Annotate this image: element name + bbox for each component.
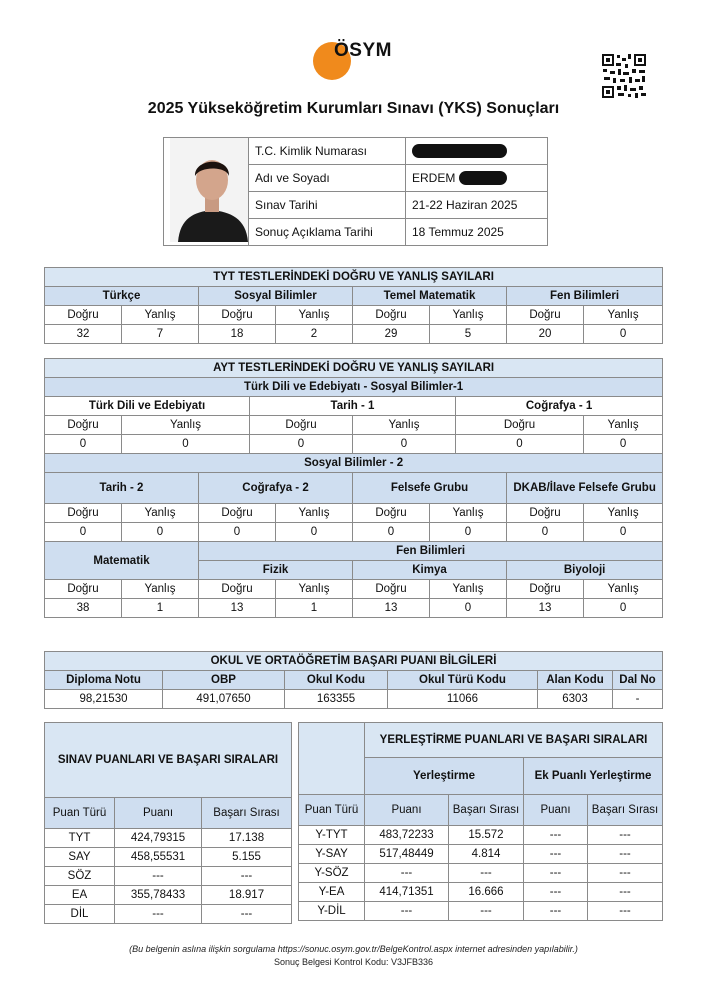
- ayt-subject: Biyoloji: [507, 561, 663, 580]
- sinav-cell: 18.917: [202, 886, 292, 905]
- yerlestirme-puanlari-table: [298, 722, 663, 921]
- ayt-value: 0: [584, 435, 663, 454]
- yerlestirme-cell: ---: [588, 864, 663, 883]
- yanlis-label: Yanlış: [122, 504, 199, 523]
- yanlis-label: Yanlış: [122, 580, 199, 599]
- dogru-label: Doğru: [199, 580, 276, 599]
- okul-value: 11066: [388, 690, 538, 709]
- ayt-matematik-title: Matematik: [45, 542, 199, 580]
- yerlestirme-cell: ---: [588, 883, 663, 902]
- sinav-cell: SÖZ: [45, 867, 115, 886]
- ayt-subject: Kimya: [353, 561, 507, 580]
- info-value-name: ERDEM: [412, 170, 456, 185]
- candidate-photo: [164, 138, 249, 246]
- dogru-label: Doğru: [199, 504, 276, 523]
- yerlestirme-sub2: Ek Puanlı Yerleştirme: [524, 758, 663, 795]
- sinav-cell: EA: [45, 886, 115, 905]
- sinav-header: Puanı: [115, 798, 202, 829]
- yanlis-label: Yanlış: [276, 580, 353, 599]
- okul-value: 491,07650: [163, 690, 285, 709]
- ayt-subject: Tarih - 2: [45, 473, 199, 504]
- ayt-value: 0: [353, 523, 430, 542]
- sinav-cell: 5.155: [202, 848, 292, 867]
- sinav-cell: 17.138: [202, 829, 292, 848]
- ayt-fen-title: Fen Bilimleri: [199, 542, 663, 561]
- okul-table: [44, 651, 663, 709]
- sinav-cell: ---: [115, 867, 202, 886]
- yerlestirme-cell: 483,72233: [365, 826, 449, 845]
- ayt-value: 0: [199, 523, 276, 542]
- yerlestirme-cell: ---: [524, 864, 588, 883]
- okul-header: OBP: [163, 671, 285, 690]
- ayt-value: 13: [507, 599, 584, 618]
- yerlestirme-cell: Y-SAY: [299, 845, 365, 864]
- info-value-tc: [406, 138, 548, 165]
- yerlestirme-cell: Y-TYT: [299, 826, 365, 845]
- ayt-subject: DKAB/İlave Felsefe Grubu: [507, 473, 663, 504]
- footer-control-code: Sonuç Belgesi Kontrol Kodu: V3JFB336: [273, 957, 434, 967]
- yanlis-label: Yanlış: [353, 416, 456, 435]
- tyt-value: 2: [276, 325, 353, 344]
- yerlestirme-cell: 414,71351: [365, 883, 449, 902]
- sinav-cell: ---: [115, 905, 202, 924]
- ayt-value: 0: [430, 599, 507, 618]
- sinav-puanlari-table: [44, 722, 292, 924]
- okul-header: Okul Kodu: [285, 671, 388, 690]
- yanlis-label: Yanlış: [430, 580, 507, 599]
- tyt-value: 18: [199, 325, 276, 344]
- info-value-date: 21-22 Haziran 2025: [406, 192, 548, 219]
- page-title: 2025 Yükseköğretim Kurumları Sınavı (YKS) Sonuçları: [147, 100, 560, 117]
- yerlestirme-cell: Y-EA: [299, 883, 365, 902]
- dogru-label: Doğru: [45, 504, 122, 523]
- ayt-subject: Felsefe Grubu: [353, 473, 507, 504]
- ayt-table: [44, 358, 663, 618]
- yerlestirme-cell: ---: [449, 902, 524, 921]
- okul-value: 163355: [285, 690, 388, 709]
- sinav-cell: 458,55531: [115, 848, 202, 867]
- yerlestirme-cell: 517,48449: [365, 845, 449, 864]
- ayt-subject: Coğrafya - 2: [199, 473, 353, 504]
- dogru-label: Doğru: [507, 504, 584, 523]
- sinav-cell: DİL: [45, 905, 115, 924]
- yanlis-label: Yanlış: [584, 504, 663, 523]
- tyt-table: [44, 267, 663, 344]
- yerlestirme-cell: ---: [524, 883, 588, 902]
- ayt-value: 13: [199, 599, 276, 618]
- okul-header: Dal No: [613, 671, 663, 690]
- sinav-cell: ---: [202, 867, 292, 886]
- dogru-label: Doğru: [199, 306, 276, 325]
- okul-header: Okul Türü Kodu: [388, 671, 538, 690]
- yerlestirme-cell: ---: [449, 864, 524, 883]
- ayt-value: 0: [45, 523, 122, 542]
- dogru-label: Doğru: [507, 306, 584, 325]
- ayt-value: 0: [45, 435, 122, 454]
- ayt-value: 0: [276, 523, 353, 542]
- yerlestirme-title: YERLEŞTİRME PUANLARI VE BAŞARI SIRALARI: [365, 723, 663, 758]
- yerlestirme-cell: 16.666: [449, 883, 524, 902]
- yanlis-label: Yanlış: [430, 306, 507, 325]
- yerlestirme-header: Başarı Sırası: [449, 795, 524, 826]
- sinav-cell: ---: [202, 905, 292, 924]
- tyt-value: 7: [122, 325, 199, 344]
- tyt-title: TYT TESTLERİNDEKİ DOĞRU VE YANLIŞ SAYILARI: [45, 268, 663, 287]
- ayt-value: 13: [353, 599, 430, 618]
- dogru-label: Doğru: [45, 306, 122, 325]
- info-label-date: Sınav Tarihi: [249, 192, 406, 219]
- dogru-label: Doğru: [507, 580, 584, 599]
- yerlestirme-header: Puanı: [365, 795, 449, 826]
- yerlestirme-cell: ---: [524, 845, 588, 864]
- yerlestirme-header: Puan Türü: [299, 795, 365, 826]
- yanlis-label: Yanlış: [122, 306, 199, 325]
- yerlestirme-blank-cell: [299, 723, 365, 795]
- footer-verification-note: (Bu belgenin aslına ilişkin sorgulama https://sonuc.osym.gov.tr/BelgeKontrol.aspx internet adresinden yapılabilir.): [129, 944, 578, 954]
- yanlis-label: Yanlış: [584, 416, 663, 435]
- sinav-cell: 355,78433: [115, 886, 202, 905]
- ayt-title: AYT TESTLERİNDEKİ DOĞRU VE YANLIŞ SAYILARI: [45, 359, 663, 378]
- ayt-subject: Tarih - 1: [250, 397, 456, 416]
- yerlestirme-header: Başarı Sırası: [588, 795, 663, 826]
- yanlis-label: Yanlış: [584, 580, 663, 599]
- ayt-value: 1: [276, 599, 353, 618]
- yerlestirme-sub1: Yerleştirme: [365, 758, 524, 795]
- yerlestirme-cell: ---: [588, 826, 663, 845]
- ayt-value: 0: [122, 523, 199, 542]
- ayt-value: 0: [584, 599, 663, 618]
- dogru-label: Doğru: [353, 580, 430, 599]
- info-label-tc: T.C. Kimlik Numarası: [249, 138, 406, 165]
- info-value-result-date: 18 Temmuz 2025: [406, 219, 548, 246]
- sinav-header: Başarı Sırası: [202, 798, 292, 829]
- dogru-label: Doğru: [45, 416, 122, 435]
- ayt-group2-title: Sosyal Bilimler - 2: [45, 454, 663, 473]
- yerlestirme-cell: ---: [524, 826, 588, 845]
- tyt-subject: Sosyal Bilimler: [199, 287, 353, 306]
- person-photo-icon: [170, 138, 249, 242]
- ayt-subject: Fizik: [199, 561, 353, 580]
- ayt-value: 0: [122, 435, 250, 454]
- dogru-label: Doğru: [456, 416, 584, 435]
- okul-header: Alan Kodu: [538, 671, 613, 690]
- ayt-value: 0: [430, 523, 507, 542]
- okul-header: Diploma Notu: [45, 671, 163, 690]
- yerlestirme-cell: 15.572: [449, 826, 524, 845]
- dogru-label: Doğru: [45, 580, 122, 599]
- yerlestirme-cell: ---: [365, 864, 449, 883]
- info-value-name-cell: [406, 165, 548, 192]
- redaction-mark: [412, 144, 507, 158]
- yerlestirme-cell: Y-SÖZ: [299, 864, 365, 883]
- tyt-subject: Türkçe: [45, 287, 199, 306]
- ayt-subject: Türk Dili ve Edebiyatı: [45, 397, 250, 416]
- osym-logo-text: ÖSYM: [334, 40, 392, 61]
- okul-value: 6303: [538, 690, 613, 709]
- info-label-result-date: Sonuç Açıklama Tarihi: [249, 219, 406, 246]
- sinav-cell: TYT: [45, 829, 115, 848]
- yerlestirme-cell: Y-DİL: [299, 902, 365, 921]
- yanlis-label: Yanlış: [430, 504, 507, 523]
- tyt-subject: Temel Matematik: [353, 287, 507, 306]
- dogru-label: Doğru: [353, 306, 430, 325]
- tyt-value: 5: [430, 325, 507, 344]
- sinav-title: SINAV PUANLARI VE BAŞARI SIRALARI: [45, 723, 292, 798]
- info-label-name: Adı ve Soyadı: [249, 165, 406, 192]
- ayt-value: 0: [507, 523, 584, 542]
- yanlis-label: Yanlış: [276, 306, 353, 325]
- okul-value: -: [613, 690, 663, 709]
- yerlestirme-cell: ---: [588, 845, 663, 864]
- tyt-value: 32: [45, 325, 122, 344]
- ayt-group1-title: Türk Dili ve Edebiyatı - Sosyal Bilimler-1: [45, 378, 663, 397]
- ayt-subject: Coğrafya - 1: [456, 397, 663, 416]
- sinav-cell: 424,79315: [115, 829, 202, 848]
- ayt-value: 0: [250, 435, 353, 454]
- ayt-value: 0: [456, 435, 584, 454]
- dogru-label: Doğru: [250, 416, 353, 435]
- tyt-value: 20: [507, 325, 584, 344]
- tyt-value: 0: [584, 325, 663, 344]
- tyt-value: 29: [353, 325, 430, 344]
- yanlis-label: Yanlış: [584, 306, 663, 325]
- okul-value: 98,21530: [45, 690, 163, 709]
- ayt-value: 0: [584, 523, 663, 542]
- ayt-value: 0: [353, 435, 456, 454]
- tyt-subject: Fen Bilimleri: [507, 287, 663, 306]
- qr-code-icon: [601, 53, 647, 99]
- okul-title: OKUL VE ORTAÖĞRETİM BAŞARI PUANI BİLGİLERİ: [45, 652, 663, 671]
- candidate-info-table: [163, 137, 548, 246]
- sinav-header: Puan Türü: [45, 798, 115, 829]
- yanlis-label: Yanlış: [276, 504, 353, 523]
- yerlestirme-header: Puanı: [524, 795, 588, 826]
- yerlestirme-cell: ---: [524, 902, 588, 921]
- sinav-cell: SAY: [45, 848, 115, 867]
- redaction-mark: [459, 171, 507, 185]
- dogru-label: Doğru: [353, 504, 430, 523]
- ayt-value: 38: [45, 599, 122, 618]
- yerlestirme-cell: ---: [365, 902, 449, 921]
- yerlestirme-cell: 4.814: [449, 845, 524, 864]
- ayt-value: 1: [122, 599, 199, 618]
- yerlestirme-cell: ---: [588, 902, 663, 921]
- yanlis-label: Yanlış: [122, 416, 250, 435]
